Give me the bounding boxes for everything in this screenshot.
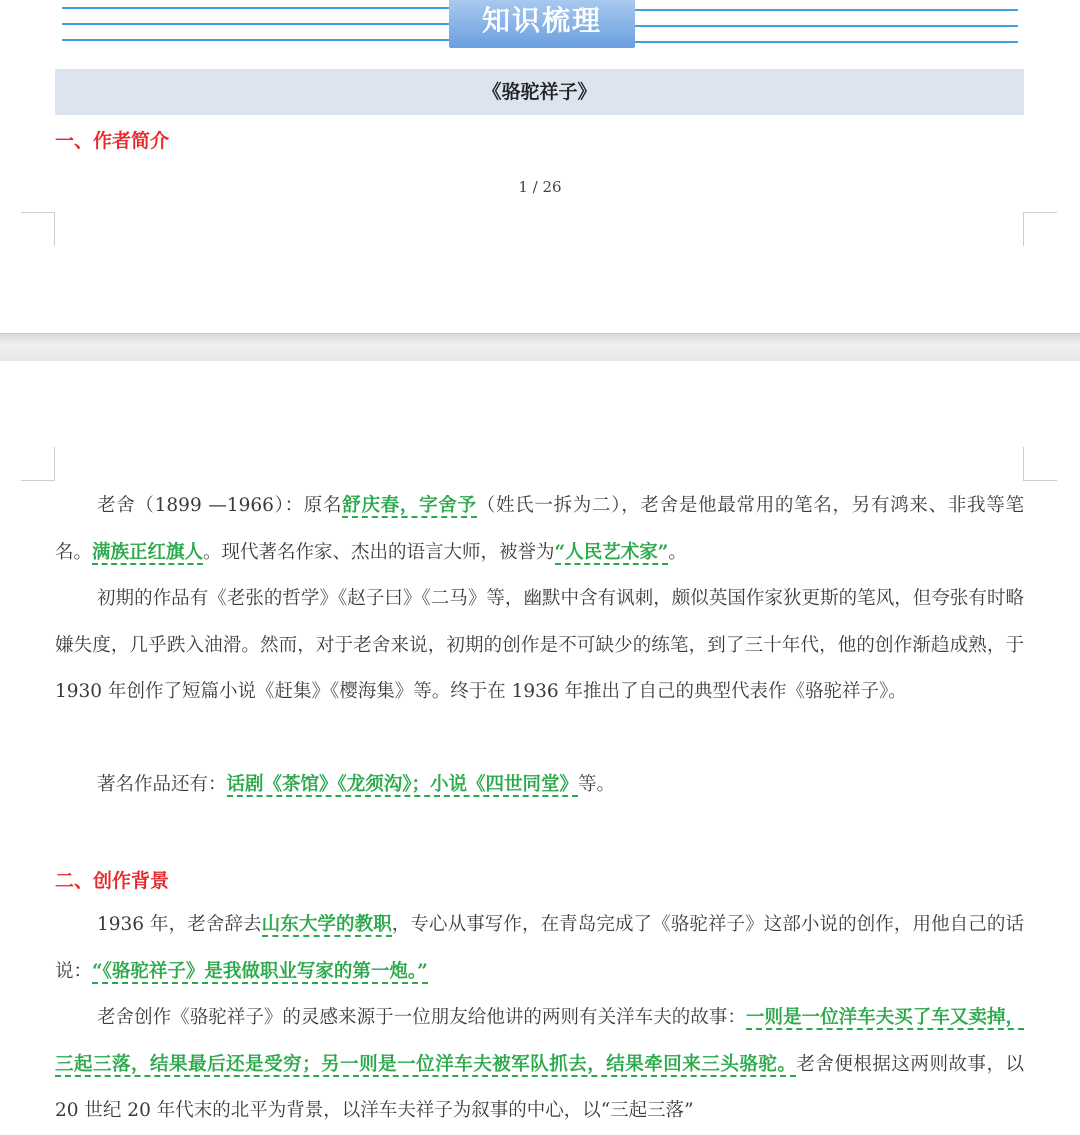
highlight-text: “《骆驼祥子》是我做职业写家的第一炮。” [92, 960, 428, 982]
body-text: 1936 年，老舍辞去 [97, 914, 262, 935]
highlight-text: 一则是一位洋车夫买了车又卖掉，三起三落，结果最后还是受穷；另一则是一位洋车夫被军队抓去，结果牵回来三头骆驼。 [55, 1007, 1024, 1075]
section-banner: 知识梳理 [449, 0, 635, 48]
highlight-text: “人民艺术家” [554, 541, 669, 563]
paragraph-author-intro [55, 483, 1024, 576]
header-line [635, 25, 1018, 27]
header-line [62, 7, 449, 9]
body-text: 老舍（1899 —1966）：原名 [97, 495, 343, 516]
crop-mark [1023, 447, 1057, 481]
section-heading-author: 一、作者简介 [55, 130, 170, 152]
highlight-text: 山东大学的教职 [261, 914, 392, 935]
paragraph-background [55, 902, 1024, 995]
body-text: 初期的作品有《老张的哲学》《赵子曰》《二马》等，幽默中含有讽刺，颇似英国作家狄更斯的笔风，但夸张有时略嫌失度，几乎跌入油滑。然而，对于老舍来说，初期的创作是不可缺少的练笔，到了三十年代，他的创作渐趋成熟，于 1930 年创作了短篇小说《赶集》《樱海集》等。终于在 1936 年推出了自己的典型代表作《骆驼祥子》。 [55, 588, 1024, 702]
body-text: 。 [668, 541, 687, 563]
section-heading-background: 二、创作背景 [55, 870, 170, 892]
header-line [635, 41, 1018, 43]
crop-mark [21, 447, 55, 481]
body-text: 老舍便根据这两则故事，以 20 世纪 20 年代末的北平为背景，以洋车夫祥子为叙事的中心，以“三起三落” [55, 1053, 1024, 1121]
body-text: 老舍创作《骆驼祥子》的灵感来源于一位朋友给他讲的两则有关洋车夫的故事： [97, 1007, 746, 1028]
page-separator [0, 333, 1080, 362]
header-line [62, 23, 449, 25]
highlight-text: 话剧《茶馆》《龙须沟》；小说《四世同堂》 [226, 774, 579, 795]
header-line [635, 9, 1018, 11]
highlight-text: 满族正红旗人 [92, 541, 204, 563]
body-text: （姓氏一拆为二），老舍是他最常用的笔名，另有鸿来、非我等笔名。 [55, 495, 1024, 563]
body-text: 著名作品还有： [97, 774, 227, 795]
document-title: 《骆驼祥子》 [55, 69, 1024, 115]
paragraph-inspiration [55, 995, 1024, 1135]
document-page-1 [0, 0, 1080, 333]
crop-mark [21, 212, 55, 246]
paragraph-early-works [55, 576, 1024, 716]
body-text: 等。 [578, 774, 616, 795]
crop-mark [1023, 212, 1057, 246]
document-page-2 [0, 361, 1080, 1125]
page-indicator: 1 / 26 [518, 178, 562, 196]
body-text: ，专心从事写作，在青岛完成了《骆驼祥子》这部小说的创作，用他自己的话说： [55, 914, 1024, 982]
header-line [62, 39, 449, 41]
paragraph-famous-works [55, 762, 1024, 809]
highlight-text: 舒庆春，字舍予 [342, 495, 477, 516]
body-text: 。现代著名作家、杰出的语言大师，被誉为 [203, 541, 555, 563]
